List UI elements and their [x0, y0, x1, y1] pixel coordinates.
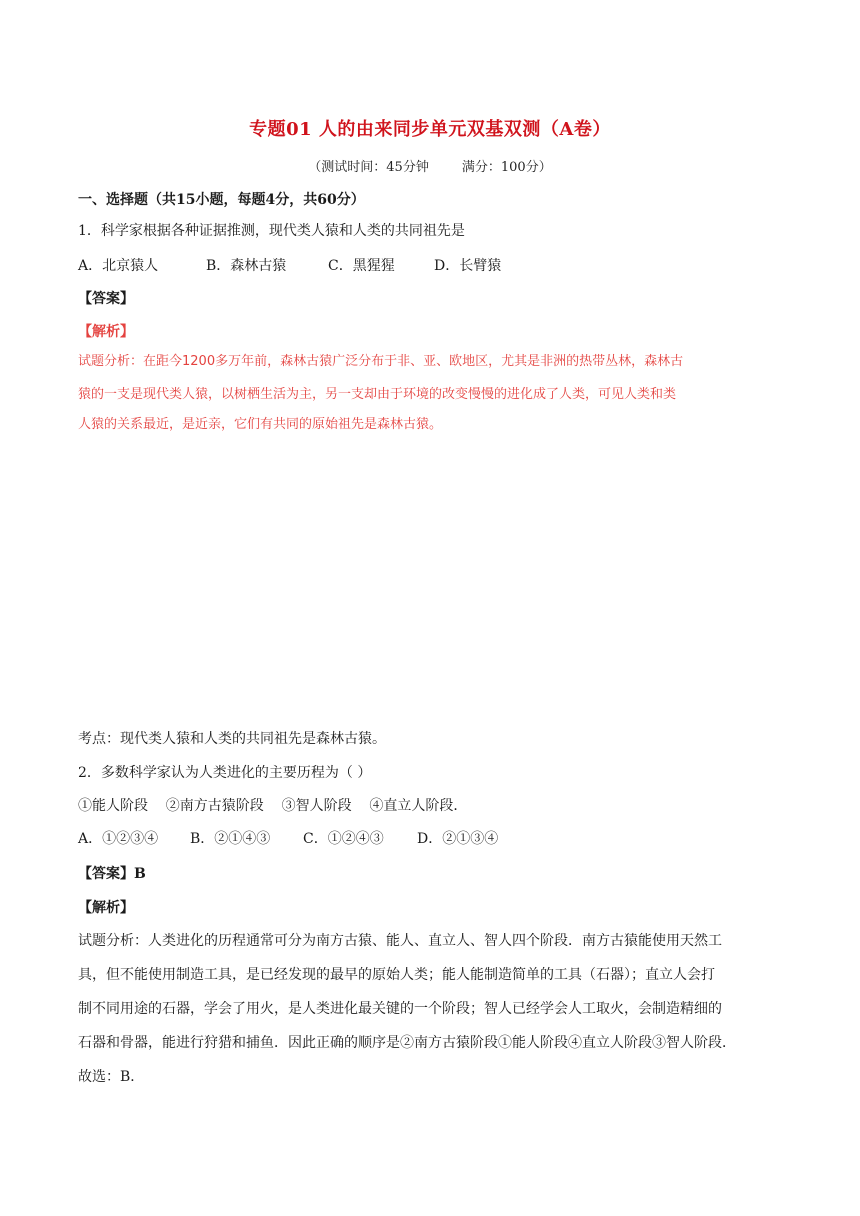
section-heading: 一、选择题（共15小题，每题4分，共60分）: [78, 192, 365, 208]
test-info: （测试时间：45分钟 满分：100分）: [308, 160, 552, 175]
question-2-answer: 【答案】B: [78, 866, 146, 882]
question-1-analysis-label: 【解析】: [78, 324, 134, 340]
question-1-answer-label: 【答案】: [78, 291, 134, 307]
question-1-analysis-line: 猿的一支是现代类人猿，以树栖生活为主，另一支却由于环境的改变慢慢的进化成了人类，可见人类和类: [78, 387, 677, 402]
question-2-options: [78, 829, 498, 849]
question-2-analysis-line: 试题分析：人类进化的历程通常可分为南方古猿、能人、直立人、智人四个阶段．南方古猿能使用天然工: [78, 933, 722, 949]
q2-option-c: C．①②④③: [303, 831, 384, 847]
question-2-analysis-line: 故选：B．: [78, 1069, 145, 1085]
question-1-analysis-line: 人猿的关系最近，是近亲，它们有共同的原始祖先是森林古猿。: [78, 417, 443, 432]
q2-option-a: A．①②③④: [78, 831, 159, 847]
question-1-options: [78, 256, 501, 276]
page-title: 专题01 人的由来同步单元双基双测（A卷）: [249, 119, 611, 140]
question-2-analysis-line: 制不同用途的石器，学会了用火，是人类进化最关键的一个阶段；智人已经学会人工取火，会制造精细的: [78, 1001, 722, 1017]
q2-option-d: D．②①③④: [417, 831, 499, 847]
question-2-stages: ①能人阶段 ②南方古猿阶段 ③智人阶段 ④直立人阶段．: [78, 798, 468, 814]
q1-option-b: B．森林古猿: [206, 258, 287, 274]
question-2-analysis-label: 【解析】: [78, 900, 134, 916]
question-2-analysis-line: 石器和骨器，能进行狩猎和捕鱼．因此正确的顺序是②南方古猿阶段①能人阶段④直立人阶段③智人阶段．: [78, 1035, 736, 1051]
q1-option-d: D．长臂猿: [434, 258, 502, 274]
question-1-kaodian: 考点：现代类人猿和人类的共同祖先是森林古猿。: [78, 731, 386, 747]
question-1-analysis-line: 试题分析：在距今1200多万年前，森林古猿广泛分布于非、亚、欧地区，尤其是非洲的热带丛林，森林古: [78, 354, 684, 369]
question-1-stem: 1．科学家根据各种证据推测，现代类人猿和人类的共同祖先是: [78, 223, 465, 239]
question-2-analysis-line: 具，但不能使用制造工具，是已经发现的最早的原始人类；能人能制造简单的工具（石器）；直立人会打: [78, 967, 715, 983]
q1-option-a: A．北京猿人: [78, 258, 159, 274]
q2-option-b: B．②①④③: [190, 831, 271, 847]
question-2-stem: 2．多数科学家认为人类进化的主要历程为（ ）: [78, 765, 372, 781]
q1-option-c: C．黑猩猩: [328, 258, 395, 274]
